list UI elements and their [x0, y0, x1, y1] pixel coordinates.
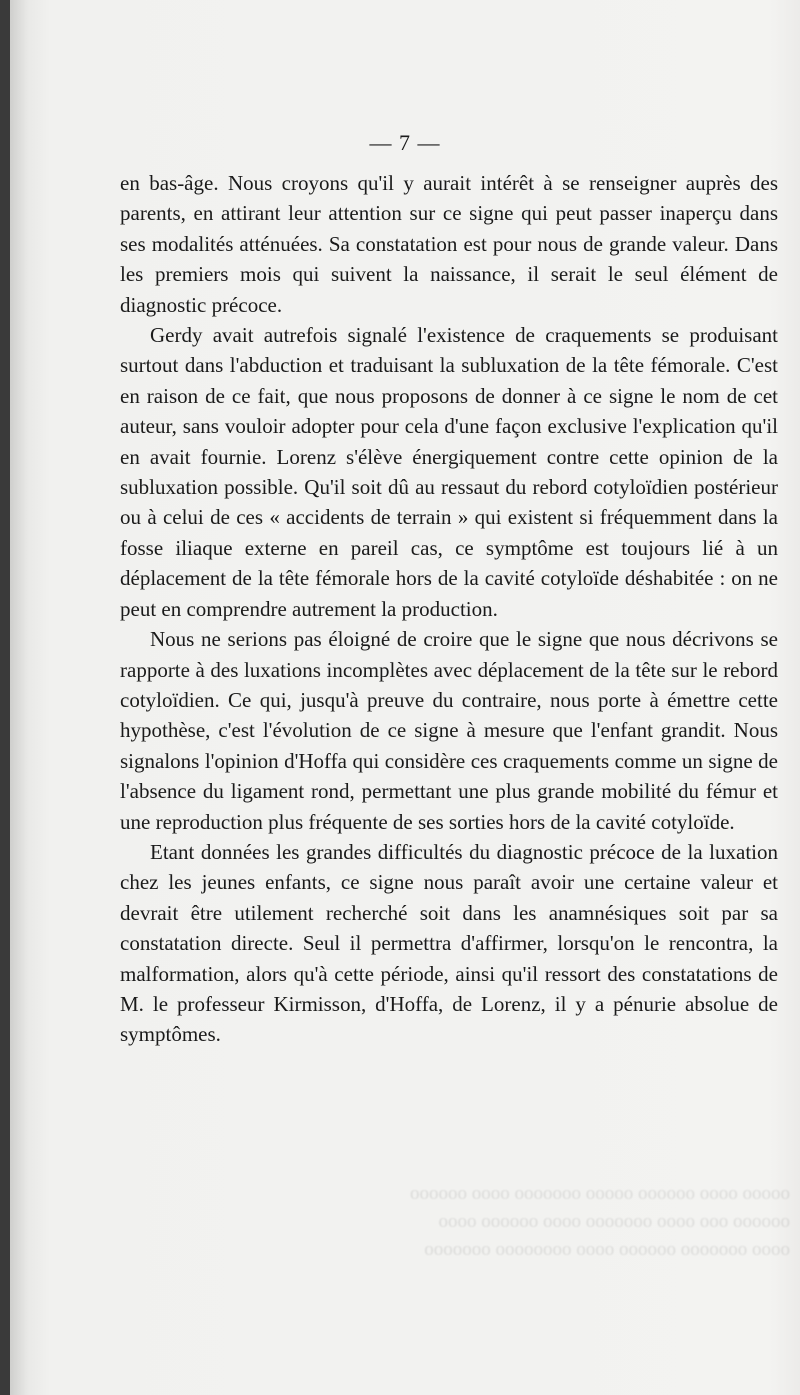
paragraph-hypothesis: Nous ne serions pas éloigné de croire que le signe que nous décrivons se rapporte à des luxations incomplètes avec déplacement de la tête sur le rebord cotyloïdien. Ce qui, jusqu'à preuve du contraire, nous porte à émettre cette hypothèse, c'est l'évolution de ce signe à mesure que l'enfant grandit. Nous signalons l'opinion d'Hoffa qui considère ces craquements comme un signe de l'absence du ligament rond, permettant une plus grande mobilité du fémur et une reproduction plus fréquente de ses sorties hors de la cavité cotyloïde. — [120, 627, 778, 834]
paragraph-gerdy: Gerdy avait autrefois signalé l'existence de craquements se produisant surtout dans l'abduction et traduisant la subluxation de la tête fémorale. C'est en raison de ce fait, que nous proposons de donner à ce signe le nom de cet auteur, sans vouloir adopter pour cela d'une façon exclusive l'explication qu'il en avait fournie. Lorenz s'élève énergiquement contre cette opinion de la subluxation possible. Qu'il soit dû au ressaut du rebord cotyloïdien postérieur ou à celui de ces « accidents de terrain » qui existent si fréquemment dans la fosse iliaque externe en pareil cas, ce symptôme est toujours lié à un déplacement de la tête fémorale hors de la cavité cotyloïde déshabitée : on ne peut en comprendre autrement la production. — [120, 323, 778, 621]
paragraph-continuation: en bas-âge. Nous croyons qu'il y aurait intérêt à se renseigner auprès des parents, en attirant leur attention sur ce signe qui peut passer inaperçu dans ses modalités atténuées. Sa constatation est pour nous de grande valeur. Dans les premiers mois qui suivent la naissance, il serait le seul élément de diagnostic précoce. — [120, 171, 778, 317]
body-text — [120, 168, 778, 1050]
document-page — [10, 0, 800, 1395]
show-through-text: ooooo oooo oooooo ooooo ooooooo oooo oooooo oooooo ooo oooo ooooooo oooo oooooo oooo oooo ooooooo oooooo oooo oooooooo ooooooo — [410, 1183, 790, 1260]
paragraph-conclusion: Etant données les grandes difficultés du diagnostic précoce de la luxation chez les jeunes enfants, ce signe nous paraît avoir une certaine valeur et devrait être utilement recherché soit dans les anamnésiques soit par sa constatation directe. Seul il permettra d'affirmer, lorsqu'on le rencontra, la malformation, alors qu'à cette période, ainsi qu'il ressort des constatations de M. le professeur Kirmisson, d'Hoffa, de Lorenz, il y a pénurie absolue de symptômes. — [120, 839, 778, 1047]
page-number: — 7 — — [369, 130, 441, 155]
